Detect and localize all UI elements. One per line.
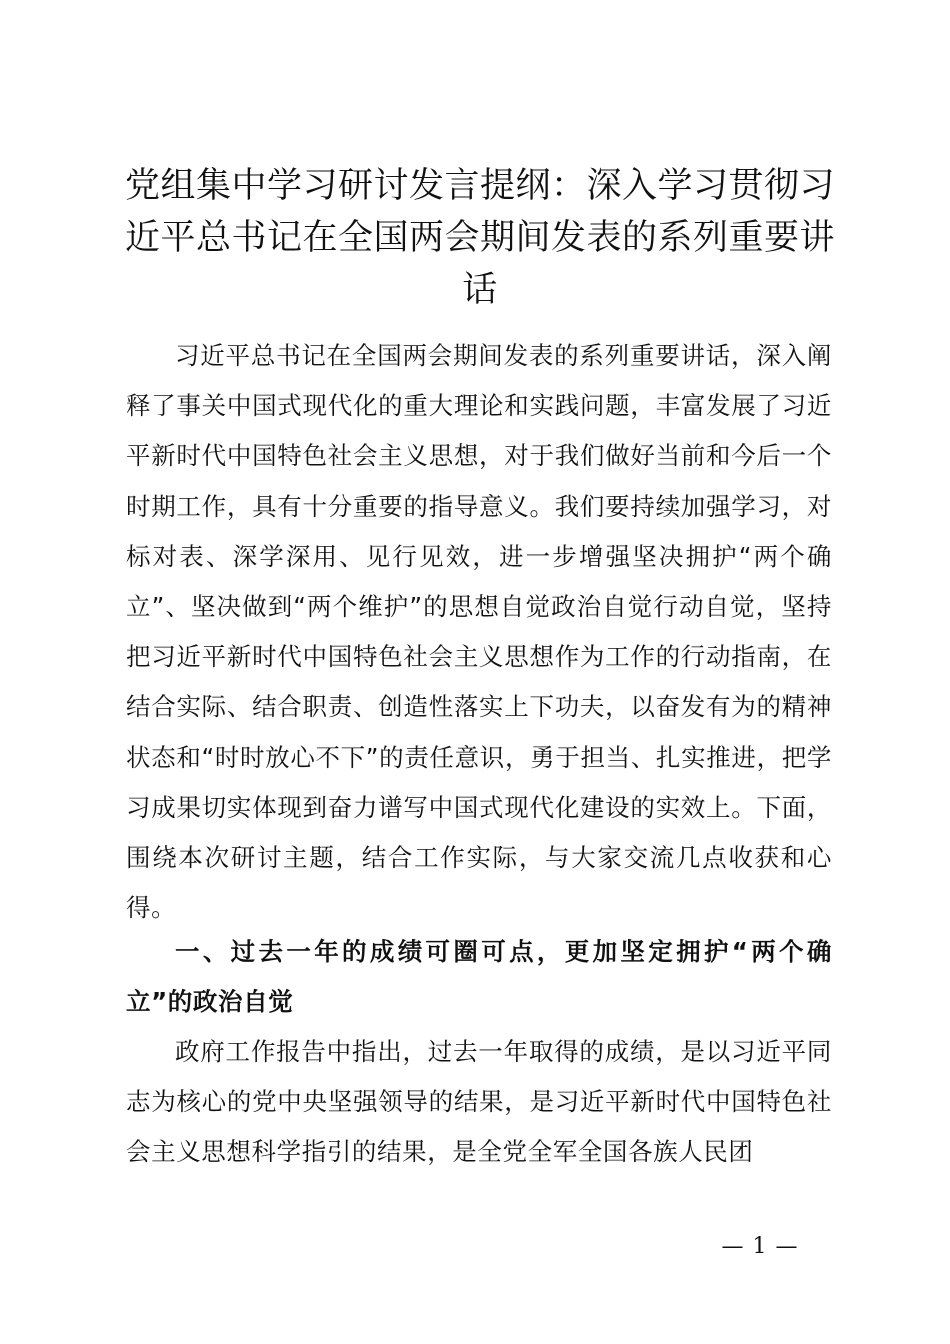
page-number: — 1 — [721, 1234, 799, 1259]
document-title: 党组集中学习研讨发言提纲：深入学习贯彻习近平总书记在全国两会期间发表的系列重要讲话 [124, 166, 835, 310]
intro-paragraph: 习近平总书记在全国两会期间发表的系列重要讲话，深入阐释了事关中国式现代化的重大理论和实践问题，丰富发展了习近平新时代中国特色社会主义思想，对于我们做好当前和今后一个时期工作，具有十分重要的指导意义。我们要持续加强学习，对标对表、深学深用、见行见效，进一步增强坚决拥护“两个确立”、坚决做到“两个维护”的思想自觉政治自觉行动自觉，坚持把习近平新时代中国特色社会主义思想作为工作的行动指南，在结合实际、结合职责、创造性落实上下功夫，以奋发有为的精神状态和“时时放心不下”的责任意识，勇于担当、扎实推进，把学习成果切实体现到奋力谱写中国式现代化建设的实效上。下面，围绕本次研讨主题，结合工作实际，与大家交流几点收获和心得。 [126, 341, 832, 923]
section-paragraph: 政府工作报告中指出，过去一年取得的成绩，是以习近平同志为核心的党中央坚强领导的结果，是习近平新时代中国特色社会主义思想科学指引的结果，是全党全军全国各族人民团 [126, 1037, 832, 1167]
section-heading: 一、过去一年的成绩可圈可点，更加坚定拥护“两个确立”的政治自觉 [126, 937, 832, 1017]
